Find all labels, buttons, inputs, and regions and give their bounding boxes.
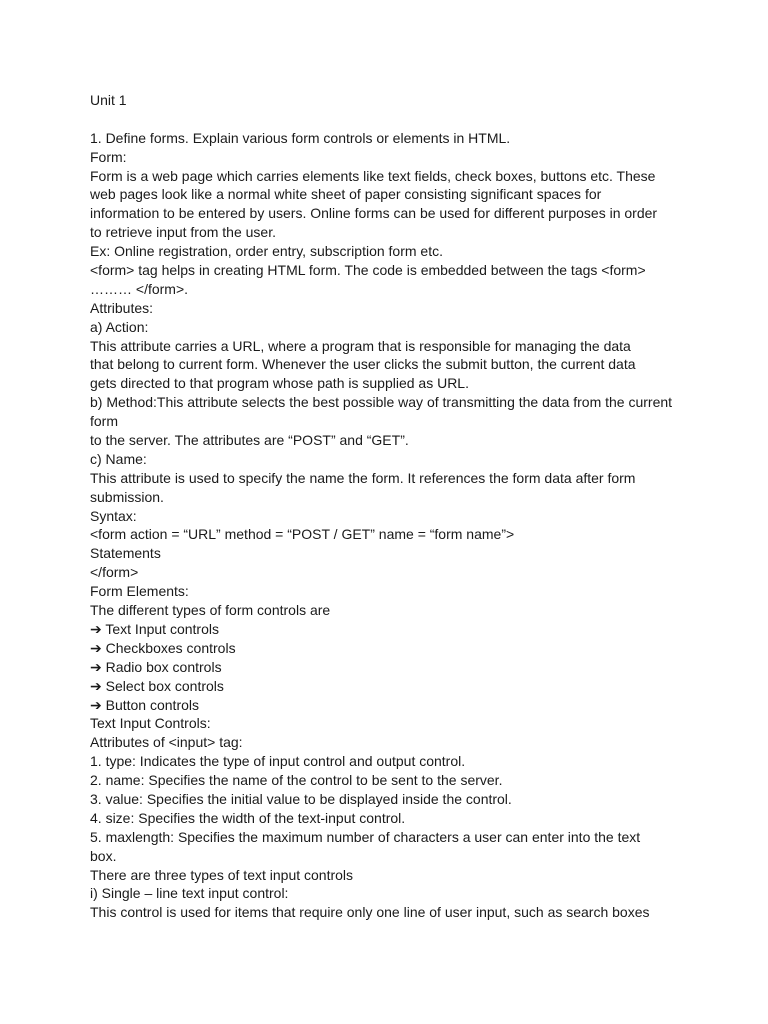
text-line: 1. type: Indicates the type of input control and output control.	[90, 753, 466, 770]
text-line: Form:	[90, 148, 127, 165]
text-line: ➔ Checkboxes controls	[90, 639, 236, 656]
text-line: b) Method:This attribute selects the best possible way of transmitting the data from the current	[90, 394, 673, 411]
text-line: ……… </form>.	[90, 280, 189, 297]
text-line: information to be entered by users. Online forms can be used for different purposes in order	[90, 205, 658, 222]
text-line: gets directed to that program whose path is supplied as URL.	[90, 375, 469, 392]
text-line: 1. Define forms. Explain various form controls or elements in HTML.	[90, 129, 511, 146]
text-line: Text Input Controls:	[90, 715, 211, 732]
text-line: 2. name: Specifies the name of the control to be sent to the server.	[90, 772, 503, 789]
document-body	[90, 129, 690, 922]
text-line: 3. value: Specifies the initial value to be displayed inside the control.	[90, 790, 512, 807]
text-line: Attributes of <input> tag:	[90, 734, 243, 751]
text-line: submission.	[90, 488, 164, 505]
text-line: to the server. The attributes are “POST” and “GET”.	[90, 432, 409, 449]
text-line: web pages look like a normal white sheet of paper consisting significant spaces for	[90, 186, 602, 203]
text-line: that belong to current form. Whenever the user clicks the submit button, the current data	[90, 356, 636, 373]
text-line: There are three types of text input controls	[90, 866, 354, 883]
text-line: ➔ Button controls	[90, 696, 200, 713]
unit-title: Unit 1	[90, 92, 127, 108]
text-line: to retrieve input from the user.	[90, 224, 276, 241]
text-line: ➔ Radio box controls	[90, 658, 222, 675]
text-line: This attribute is used to specify the name the form. It references the form data after form	[90, 469, 636, 486]
text-line: 4. size: Specifies the width of the text-input control.	[90, 809, 406, 826]
text-line: i) Single – line text input control:	[90, 885, 289, 902]
text-line: Attributes:	[90, 299, 154, 316]
text-line: This control is used for items that require only one line of user input, such as search boxes	[90, 904, 650, 921]
blank-line	[90, 110, 690, 129]
text-line: </form>	[90, 564, 139, 581]
text-line: Ex: Online registration, order entry, subscription form etc.	[90, 243, 443, 260]
text-line: <form> tag helps in creating HTML form. The code is embedded between the tags <form>	[90, 262, 646, 279]
text-line: This attribute carries a URL, where a program that is responsible for managing the data	[90, 337, 631, 354]
text-line: Syntax:	[90, 507, 137, 524]
text-line: Form is a web page which carries elements like text fields, check boxes, buttons etc. These	[90, 167, 656, 184]
text-line: c) Name:	[90, 450, 147, 467]
text-line: box.	[90, 847, 117, 864]
text-line: 5. maxlength: Specifies the maximum number of characters a user can enter into the text	[90, 828, 641, 845]
text-line: Form Elements:	[90, 583, 189, 600]
text-line: The different types of form controls are	[90, 602, 331, 619]
text-line: ➔ Text Input controls	[90, 620, 219, 637]
document-page	[90, 91, 690, 922]
text-line: <form action = “URL” method = “POST / GET” name = “form name”>	[90, 526, 515, 543]
text-line: form	[90, 413, 118, 430]
text-line: Statements	[90, 545, 161, 562]
text-line: a) Action:	[90, 318, 149, 335]
text-line: ➔ Select box controls	[90, 677, 224, 694]
